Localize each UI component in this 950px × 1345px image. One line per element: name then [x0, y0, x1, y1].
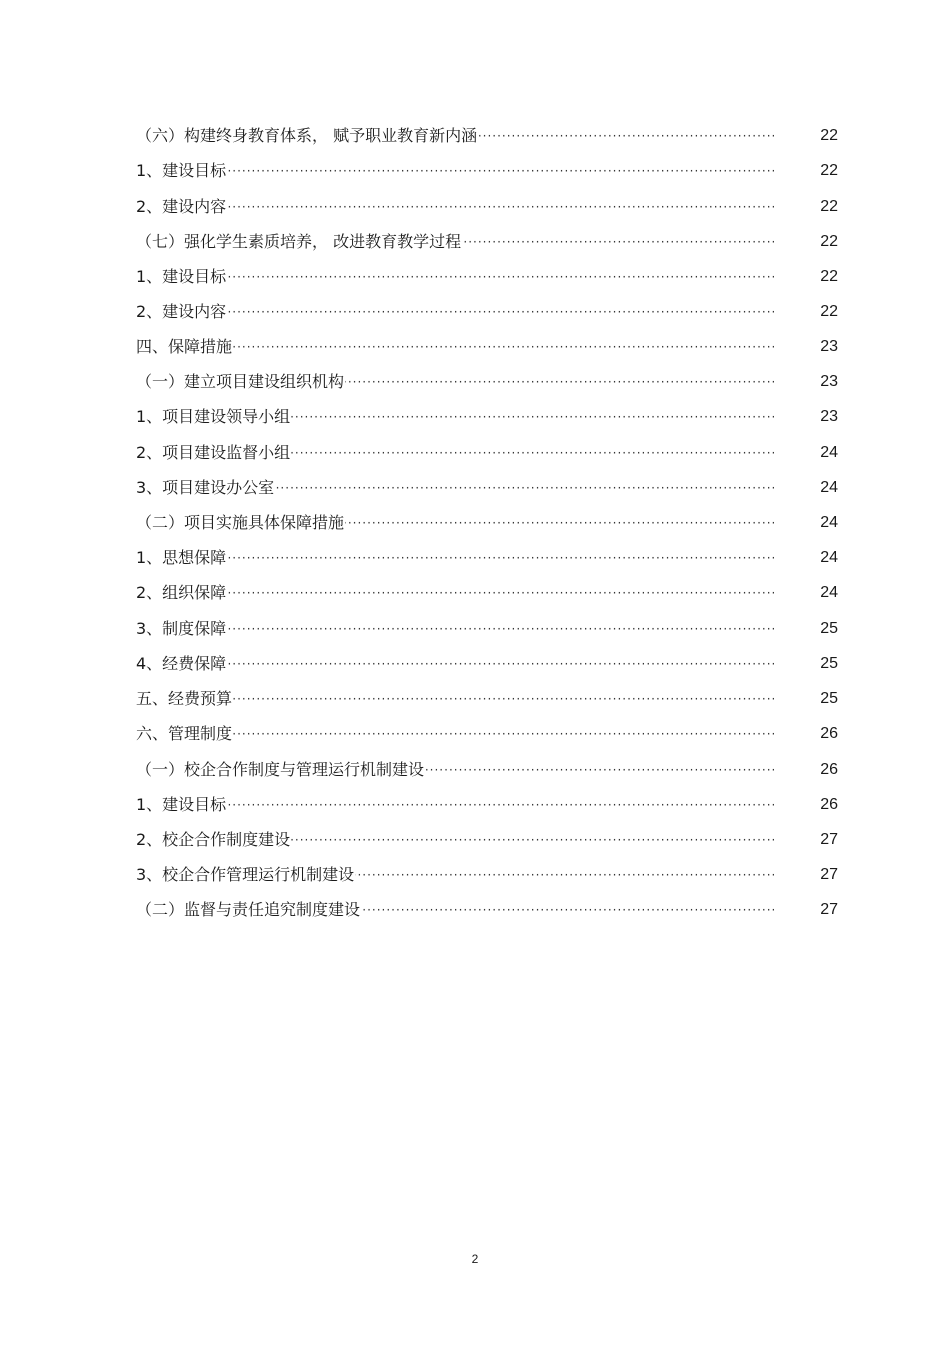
leader-dots: [136, 790, 774, 820]
toc-entry-page: 22: [820, 198, 838, 215]
toc-entry-title: 1、建设目标: [136, 156, 227, 186]
toc-entry-title: （二）监督与责任追究制度建设: [136, 895, 361, 925]
toc-entry-title: （一）建立项目建设组织机构: [136, 367, 345, 397]
toc-entry-title: 3、制度保障: [136, 614, 227, 644]
toc-entry[interactable]: [136, 367, 838, 397]
leader-dots: [136, 262, 774, 292]
toc-entry-title: 1、思想保障: [136, 543, 227, 573]
toc-entry-title: 四、保障措施: [136, 332, 233, 362]
toc-entry-page: 22: [820, 127, 838, 144]
toc-entry[interactable]: [136, 438, 838, 468]
leader-dots: [136, 297, 774, 327]
toc-entry-page: 25: [820, 655, 838, 672]
toc-entry[interactable]: [136, 578, 838, 608]
toc-entry[interactable]: [136, 614, 838, 644]
toc-entry[interactable]: [136, 790, 838, 820]
toc-entry[interactable]: [136, 473, 838, 503]
toc-entry-page: 23: [820, 408, 838, 425]
toc-entry-page: 22: [820, 268, 838, 285]
toc-entry-title: 2、建设内容: [136, 297, 227, 327]
toc-entry-title: （六）构建终身教育体系， 赋予职业教育新内涵: [136, 121, 478, 151]
toc-entry-page: 27: [820, 901, 838, 918]
toc-entry-title: 六、管理制度: [136, 719, 233, 749]
toc-entry-page: 22: [820, 162, 838, 179]
toc-entry[interactable]: [136, 121, 838, 151]
leader-dots: [136, 649, 774, 679]
leader-dots: [136, 156, 774, 186]
toc-entry-page: 27: [820, 831, 838, 848]
toc-entry-page: 24: [820, 444, 838, 461]
page-number: 2: [471, 1252, 479, 1266]
toc-entry[interactable]: [136, 860, 838, 890]
toc-entry-page: 22: [820, 303, 838, 320]
toc-entry-page: 24: [820, 479, 838, 496]
toc-entry[interactable]: [136, 543, 838, 573]
toc-entry-title: 4、经费保障: [136, 649, 227, 679]
toc-entry-page: 24: [820, 549, 838, 566]
toc-entry-page: 23: [820, 338, 838, 355]
leader-dots: [136, 192, 774, 222]
toc-entry-title: （一）校企合作制度与管理运行机制建设: [136, 755, 425, 785]
toc-entry[interactable]: [136, 755, 838, 785]
toc-entry-title: 五、经费预算: [136, 684, 233, 714]
toc-entry[interactable]: [136, 156, 838, 186]
toc-entry[interactable]: [136, 825, 838, 855]
toc-entry-title: 2、项目建设监督小组: [136, 438, 291, 468]
toc-entry-title: 1、建设目标: [136, 262, 227, 292]
toc-entry[interactable]: [136, 719, 838, 749]
leader-dots: [136, 543, 774, 573]
toc-entry[interactable]: [136, 332, 838, 362]
toc-entry-page: 26: [820, 725, 838, 742]
toc-entry-title: 2、建设内容: [136, 192, 227, 222]
toc-entry-page: 26: [820, 796, 838, 813]
toc-entry-page: 27: [820, 866, 838, 883]
toc-entry-page: 24: [820, 514, 838, 531]
toc-entry-title: 3、校企合作管理运行机制建设: [136, 860, 355, 890]
toc-entry-page: 24: [820, 584, 838, 601]
toc-entry[interactable]: [136, 402, 838, 432]
toc-entry[interactable]: [136, 895, 838, 925]
toc-entry-page: 22: [820, 233, 838, 250]
toc-entry-title: 1、建设目标: [136, 790, 227, 820]
toc-entry-page: 25: [820, 690, 838, 707]
toc-entry-title: 2、组织保障: [136, 578, 227, 608]
toc-entry[interactable]: [136, 508, 838, 538]
toc-entry-title: （七）强化学生素质培养， 改进教育教学过程: [136, 227, 462, 257]
leader-dots: [136, 578, 774, 608]
toc-entry[interactable]: [136, 227, 838, 257]
toc-entry-page: 25: [820, 620, 838, 637]
toc-entry[interactable]: [136, 192, 838, 222]
toc-entry-title: 2、校企合作制度建设: [136, 825, 291, 855]
toc-entry[interactable]: [136, 262, 838, 292]
toc-entry-title: 1、项目建设领导小组: [136, 402, 291, 432]
toc-entry-title: 3、项目建设办公室: [136, 473, 275, 503]
toc-entry[interactable]: [136, 649, 838, 679]
toc-entry-page: 26: [820, 761, 838, 778]
toc-entry-title: （二）项目实施具体保障措施: [136, 508, 345, 538]
toc-entry[interactable]: [136, 684, 838, 714]
toc-entry[interactable]: [136, 297, 838, 327]
leader-dots: [136, 614, 774, 644]
toc-entry-page: 23: [820, 373, 838, 390]
